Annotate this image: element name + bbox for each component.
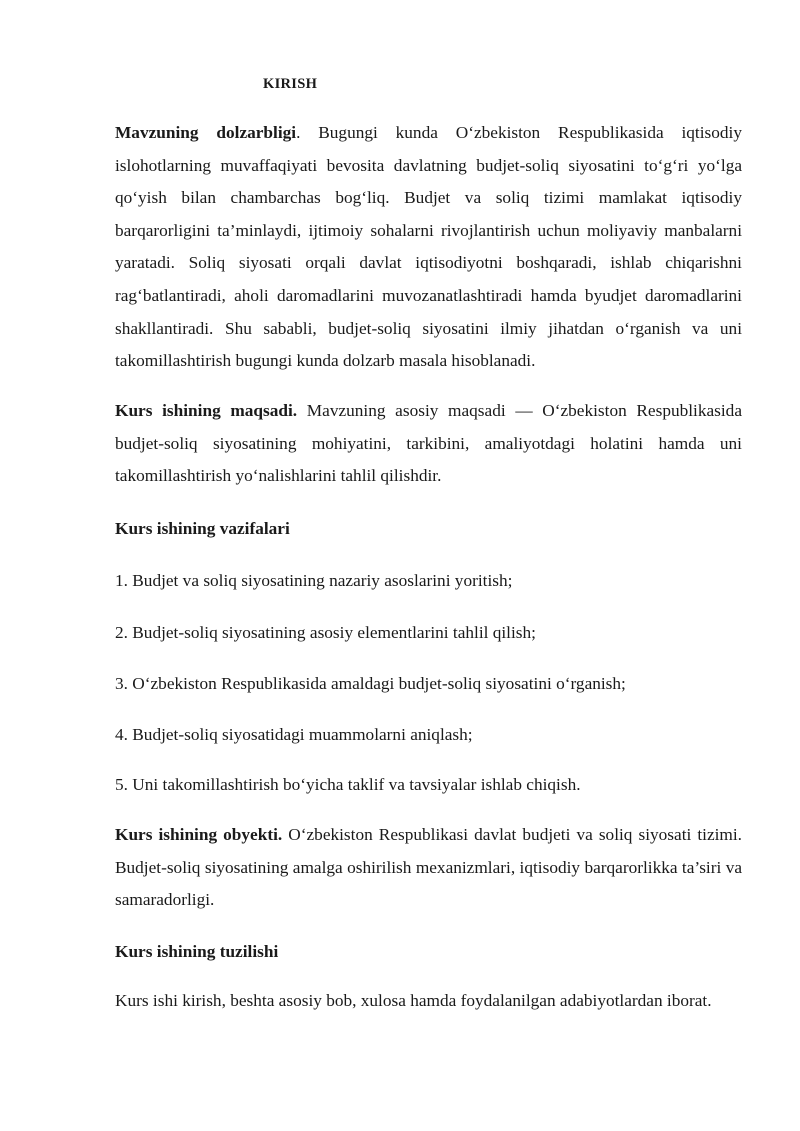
object-paragraph	[115, 819, 742, 917]
task-item-2: 2. Budjet-soliq siyosatining asosiy elementlarini tahlil qilish;	[115, 623, 536, 642]
task-item-5: 5. Uni takomillashtirish bo‘yicha taklif va tavsiyalar ishlab chiqish.	[115, 775, 581, 794]
object-text: O‘zbekiston Respublikasi davlat budjeti va soliq siyosati tizimi. Budjet-soliq siyosatining amalga oshirilish mexanizmlari, iqtisodiy barqarorlikka ta’siri va samaradorligi.	[115, 825, 742, 910]
task-item-4: 4. Budjet-soliq siyosatidagi muammolarni aniqlash;	[115, 725, 473, 744]
tasks-heading: Kurs ishining vazifalari	[115, 519, 290, 538]
goal-paragraph	[115, 395, 742, 493]
goal-text: Mavzuning asosiy maqsadi — O‘zbekiston Respublikasida budjet-soliq siyosatining mohiyatini, tarkibini, amaliyotdagi holatini hamda uni takomillashtirish yo‘nalishlarini tahlil qilishdir.	[115, 401, 742, 486]
object-heading: Kurs ishining obyekti.	[115, 825, 283, 844]
goal-heading: Kurs ishining maqsadi.	[115, 401, 298, 420]
structure-paragraph: Kurs ishi kirish, beshta asosiy bob, xulosa hamda foydalanilgan adabiyotlardan iborat.	[115, 991, 712, 1010]
task-item-3: 3. O‘zbekiston Respublikasida amaldagi budjet-soliq siyosatini o‘rganish;	[115, 674, 626, 693]
relevance-heading: Mavzuning dolzarbligi	[115, 123, 297, 142]
relevance-text: . Bugungi kunda O‘zbekiston Respublikasida iqtisodiy islohotlarning muvaffaqiyati bevosita davlatning budjet-soliq siyosatini to‘g‘ri yo‘lga qo‘yish bilan chambarchas bog‘liq. Budjet va soliq tizimi mamlakat iqtisodiy barqarorligini ta’minlaydi, ijtimoiy sohalarni rivojlantirish uchun moliyaviy manbalarni yaratadi. Soliq siyosati orqali davlat iqtisodiyotni boshqaradi, ishlab chiqarishni rag‘batlantiradi, aholi daromadlarini muvozanatlashtiradi hamda byudjet daromadlarini shakllantiradi. Shu sababli, budjet-soliq siyosatini ilmiy jihatdan o‘rganish va uni takomillashtirish bugungi kunda dolzarb masala hisoblanadi.	[115, 123, 742, 371]
structure-heading: Kurs ishining tuzilishi	[115, 942, 279, 961]
task-item-1: 1. Budjet va soliq siyosatining nazariy asoslarini yoritish;	[115, 571, 513, 590]
page-title: KIRISH	[263, 76, 318, 92]
relevance-paragraph	[115, 117, 742, 378]
